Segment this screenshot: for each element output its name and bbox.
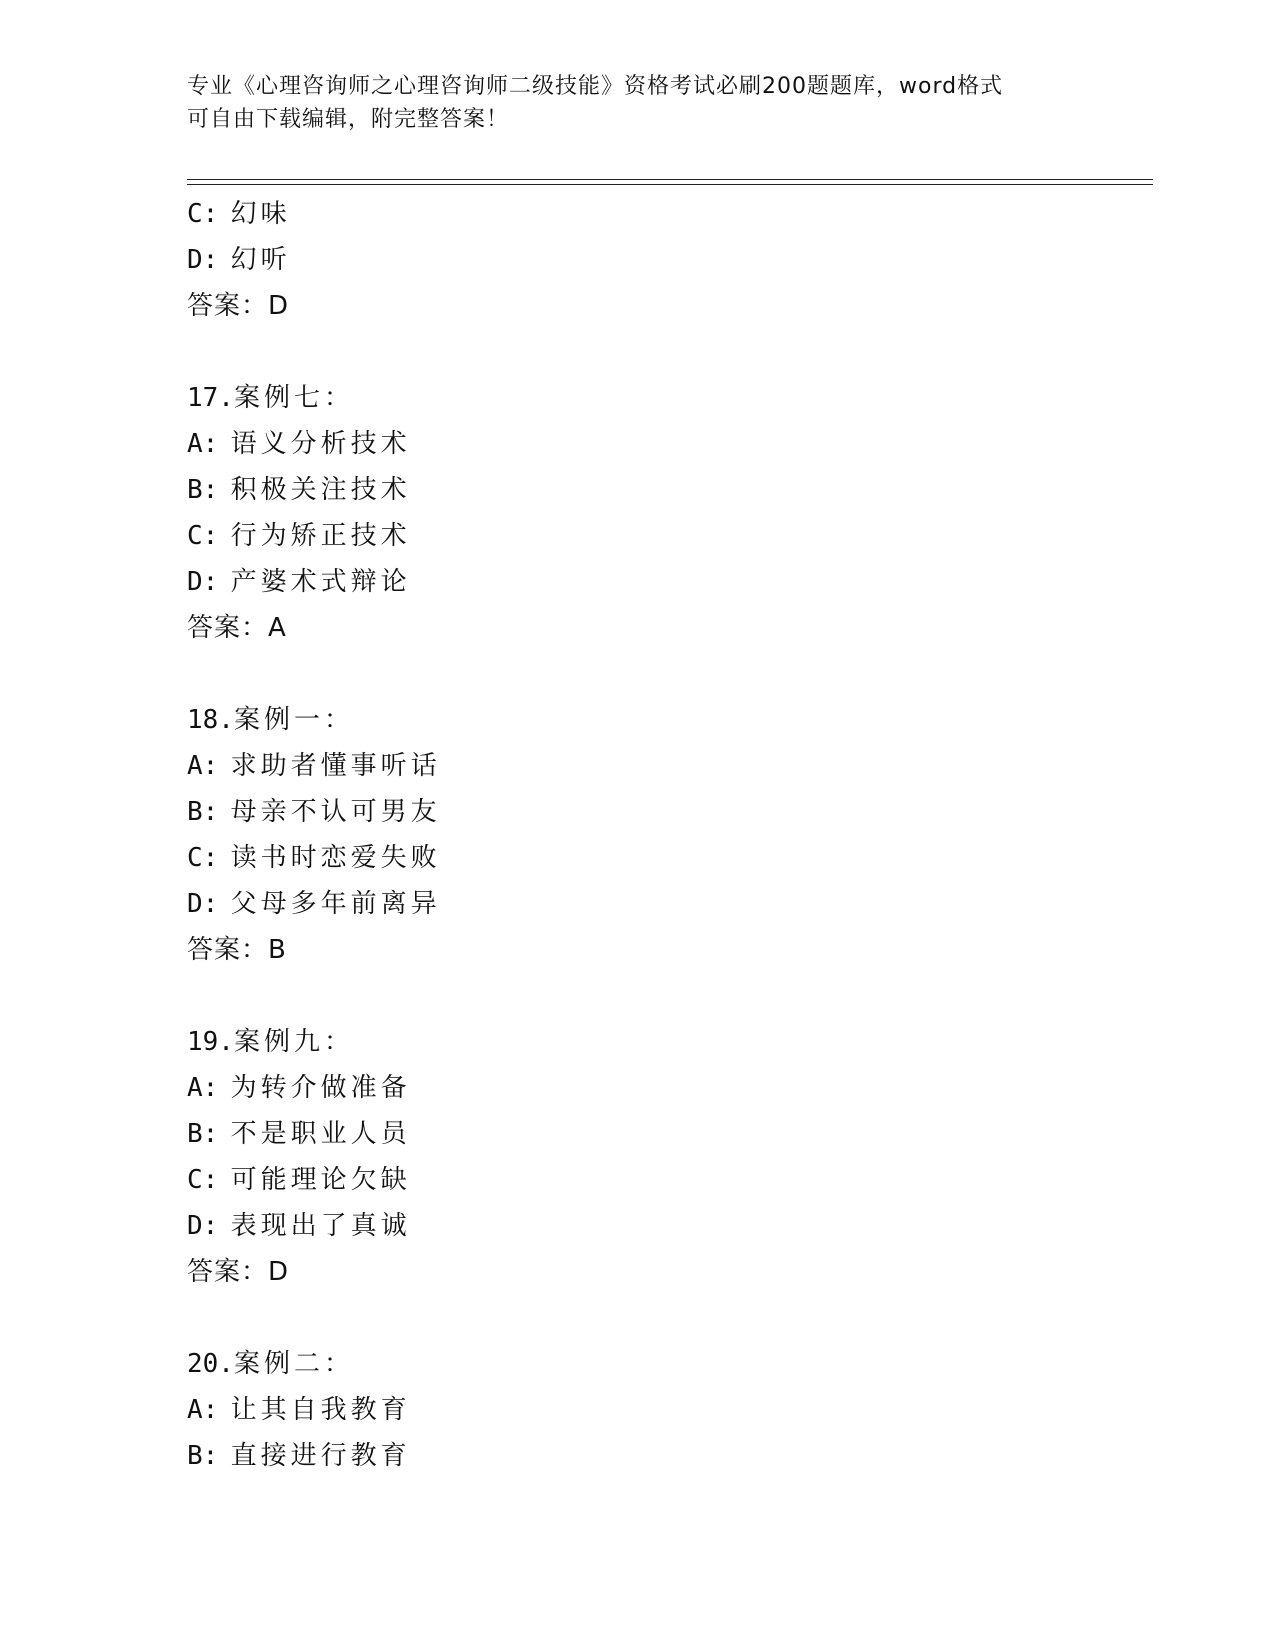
answer-label: 答案： (187, 935, 269, 965)
option-line (187, 1065, 1087, 1111)
option-letter: B: (187, 475, 219, 505)
question-title (187, 375, 1087, 421)
option-letter: B: (187, 797, 219, 827)
option-text: 积极关注技术 (230, 475, 411, 505)
option-letter: C: (187, 1165, 219, 1195)
option-text: 可能理论欠缺 (230, 1165, 411, 1195)
option-line (187, 237, 1087, 283)
option-letter: A: (187, 1073, 219, 1103)
question-text: 案例七： (233, 383, 354, 413)
option-letter: C: (187, 843, 219, 873)
question-number: 17. (187, 383, 234, 413)
question-text: 案例一： (233, 705, 354, 735)
option-line (187, 191, 1087, 237)
question-number: 18. (187, 705, 234, 735)
option-text: 让其自我教育 (230, 1395, 411, 1425)
question-number: 20. (187, 1349, 234, 1379)
option-line (187, 881, 1087, 927)
spacer (187, 1295, 1087, 1341)
option-text: 表现出了真诚 (230, 1211, 411, 1241)
spacer (187, 651, 1087, 697)
answer-value: A (268, 613, 287, 643)
option-text: 幻味 (230, 199, 291, 229)
document-header (187, 70, 1067, 136)
header-divider-top (187, 179, 1153, 180)
option-line (187, 559, 1087, 605)
question-number: 19. (187, 1027, 234, 1057)
option-text: 为转介做准备 (230, 1073, 411, 1103)
option-line (187, 743, 1087, 789)
header-title-line-1: 专业《心理咨询师之心理咨询师二级技能》资格考试必刷200题题库，word格式 (187, 74, 1004, 99)
option-text: 行为矫正技术 (230, 521, 411, 551)
answer-label: 答案： (187, 613, 269, 643)
option-line (187, 1433, 1087, 1479)
header-divider-bottom (187, 184, 1153, 185)
answer-line (187, 927, 1087, 973)
option-text: 不是职业人员 (230, 1119, 411, 1149)
question-title (187, 697, 1087, 743)
option-line (187, 1387, 1087, 1433)
option-line (187, 1203, 1087, 1249)
answer-label: 答案： (187, 291, 269, 321)
option-letter: D: (187, 567, 219, 597)
option-letter: A: (187, 1395, 219, 1425)
question-list (187, 191, 1087, 1479)
option-text: 父母多年前离异 (230, 889, 441, 919)
answer-value: B (268, 935, 287, 965)
answer-line (187, 1249, 1087, 1295)
option-letter: B: (187, 1119, 219, 1149)
option-line (187, 789, 1087, 835)
option-text: 产婆术式辩论 (230, 567, 411, 597)
option-line (187, 513, 1087, 559)
option-letter: D: (187, 889, 219, 919)
answer-line (187, 605, 1087, 651)
option-line (187, 421, 1087, 467)
option-text: 幻听 (230, 245, 291, 275)
option-line (187, 467, 1087, 513)
option-letter: D: (187, 1211, 219, 1241)
question-text: 案例二： (233, 1349, 354, 1379)
option-text: 母亲不认可男友 (230, 797, 441, 827)
question-text: 案例九： (233, 1027, 354, 1057)
option-text: 求助者懂事听话 (230, 751, 441, 781)
option-letter: C: (187, 521, 219, 551)
answer-value: D (268, 1257, 290, 1287)
option-text: 读书时恋爱失败 (230, 843, 441, 873)
option-letter: A: (187, 751, 219, 781)
question-title (187, 1341, 1087, 1387)
option-letter: C: (187, 199, 219, 229)
option-letter: D: (187, 245, 219, 275)
answer-value: D (268, 291, 290, 321)
spacer (187, 973, 1087, 1019)
answer-line (187, 283, 1087, 329)
spacer (187, 329, 1087, 375)
option-text: 直接进行教育 (230, 1441, 411, 1471)
option-letter: B: (187, 1441, 219, 1471)
header-title-line-2: 可自由下载编辑，附完整答案！ (187, 107, 510, 132)
option-line (187, 835, 1087, 881)
answer-label: 答案： (187, 1257, 269, 1287)
option-letter: A: (187, 429, 219, 459)
option-text: 语义分析技术 (230, 429, 411, 459)
question-title (187, 1019, 1087, 1065)
option-line (187, 1111, 1087, 1157)
option-line (187, 1157, 1087, 1203)
